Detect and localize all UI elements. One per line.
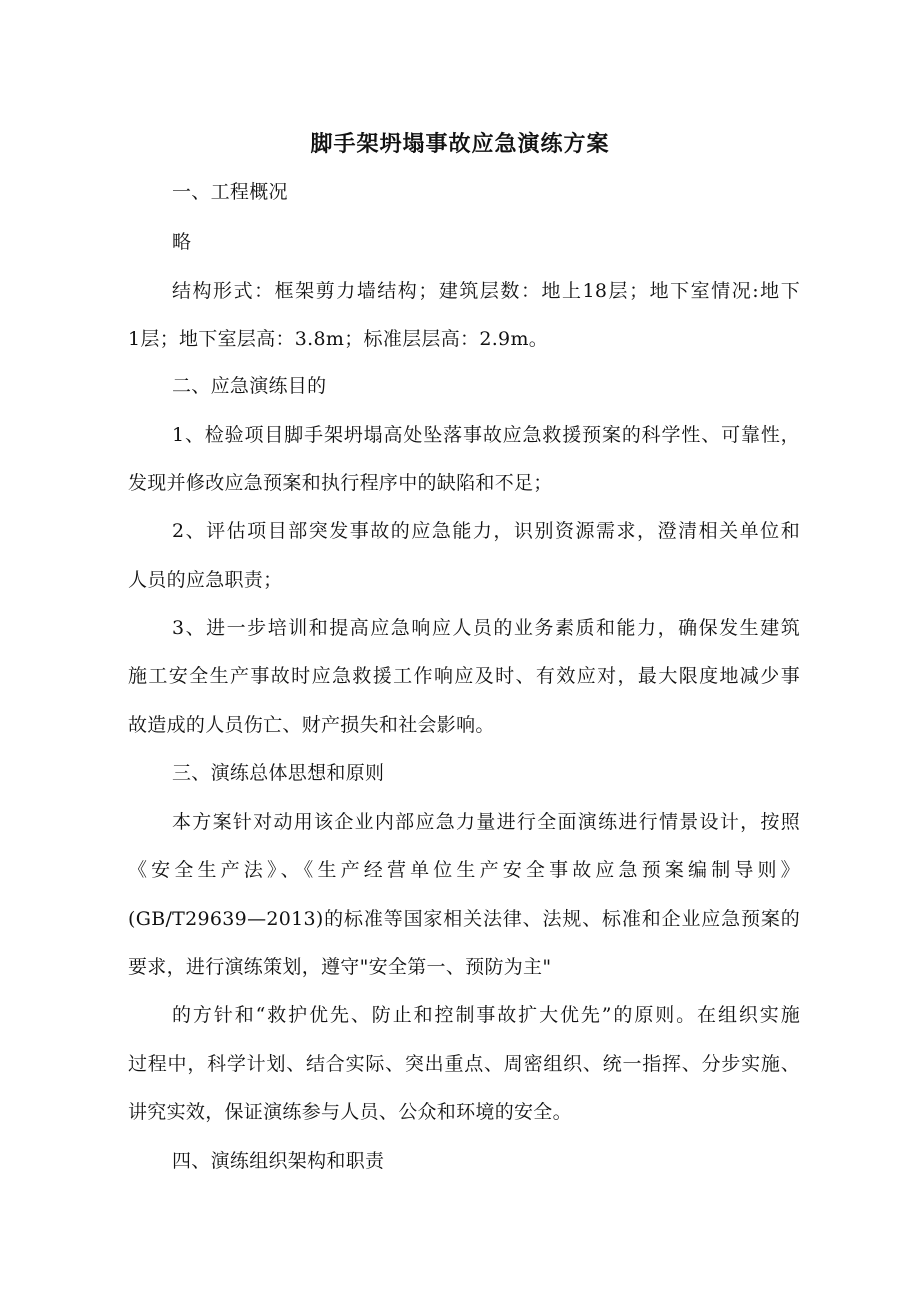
paragraph-line: 1、检验项目脚手架坍塌高处坠落事故应急救援预案的科学性、可靠性， bbox=[172, 424, 800, 446]
paragraph-line: 略 bbox=[172, 231, 192, 253]
paragraph-line: 结构形式：框架剪力墙结构；建筑层数：地上18层；地下室情况:地下 bbox=[172, 280, 800, 302]
paragraph-line: 1层；地下室层高：3.8m；标准层层高：2.9m。 bbox=[128, 328, 549, 350]
paragraph-line: 3、进一步培训和提高应急响应人员的业务素质和能力，确保发生建筑 bbox=[172, 617, 800, 639]
section-heading-organization: 四、演练组织架构和职责 bbox=[172, 1150, 385, 1172]
section-heading-drill-purpose: 二、应急演练目的 bbox=[172, 375, 327, 397]
paragraph-line: 施工安全生产事故时应急救援工作响应及时、有效应对，最大限度地减少事 bbox=[128, 665, 800, 687]
paragraph-line: 2、评估项目部突发事故的应急能力，识别资源需求，澄清相关单位和 bbox=[172, 520, 800, 542]
paragraph-line: 的方针和“救护优先、防止和控制事故扩大优先”的原则。在组织实施 bbox=[172, 1004, 800, 1026]
paragraph-line: 本方案针对动用该企业内部应急力量进行全面演练进行情景设计，按照 bbox=[172, 811, 800, 833]
paragraph-line: 要求，进行演练策划，遵守"安全第一、预防为主" bbox=[128, 956, 552, 978]
paragraph-line: 发现并修改应急预案和执行程序中的缺陷和不足； bbox=[128, 472, 553, 494]
section-heading-project-overview: 一、工程概况 bbox=[172, 181, 288, 203]
paragraph-line: 《安全生产法》、《生产经营单位生产安全事故应急预案编制导则》 bbox=[128, 859, 800, 881]
paragraph-line: 过程中，科学计划、结合实际、突出重点、周密组织、统一指挥、分步实施、 bbox=[128, 1053, 800, 1075]
paragraph-line: 故造成的人员伤亡、财产损失和社会影响。 bbox=[128, 714, 495, 736]
paragraph-line: (GB/T29639—2013)的标准等国家相关法律、法规、标准和企业应急预案的 bbox=[128, 908, 800, 930]
document-title: 脚手架坍塌事故应急演练方案 bbox=[310, 131, 610, 157]
paragraph-line: 讲究实效，保证演练参与人员、公众和环境的安全。 bbox=[128, 1101, 572, 1123]
paragraph-line: 人员的应急职责； bbox=[128, 569, 283, 591]
section-heading-principles: 三、演练总体思想和原则 bbox=[172, 762, 385, 784]
